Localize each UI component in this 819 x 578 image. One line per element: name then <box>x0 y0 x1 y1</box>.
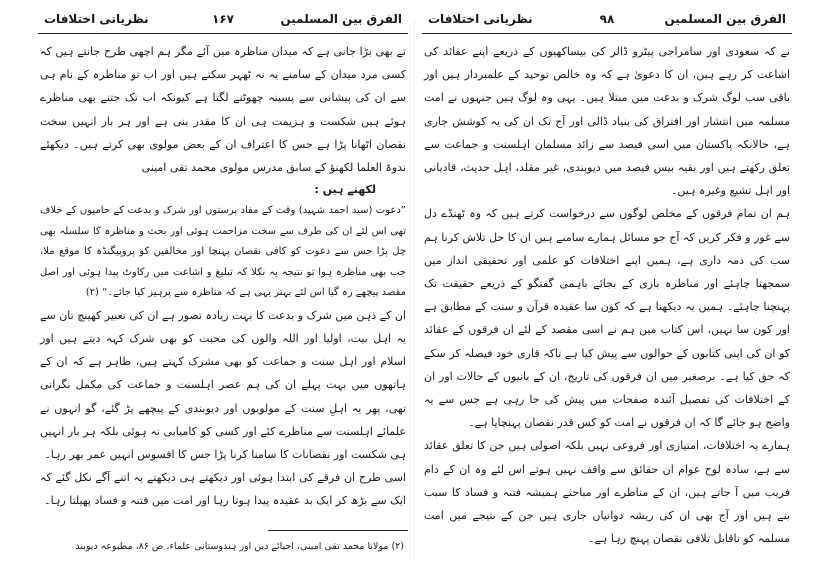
paragraph: ان کے ذہن میں شرک و بدعت کا بہت زیادہ تصور ہے ان کی تعبیر کھینچ تان سے یہ اہل بیت، اولیا اور اللہ والوں کی محبت کو بھی شرک کہہ دیتے ہیں اور اسلام اور اہل سنت و جماعت کو بھی مشرک کہتے ہیں، ظاہر ہے کہ ان کے ہاتھوں میں بہت پہلے ان کی ہم عصر اہلسنت و جماعت کی مکمل نگرانی تھی، پھر یہ اہلِ سنت کے مولویوں اور دیوبندی کے پیچھے پڑ گئے، گو انہوں نے علمائے اہلسنت سے مناظرے کئے اور کسی کو کامیابی نہ ہوئی بلکہ ہر بار انہیں ہی شکست اور نقصانات کا سامنا کرنا پڑا جس کا افسوس انہیں عمر بھر رہا۔ <box>40 308 406 461</box>
page-number: ۱۶۷ <box>212 12 234 26</box>
paragraph: ہم ان تمام فرقوں کے مخلص لوگوں سے درخواست کرتے ہیں کہ وہ ٹھنڈے دل سے غور و فکر کریں کہ آج جو مسائل ہمارے سامنے ہیں ان کا حل تلاش کرنا ہم سب کی ذمہ داری ہے، ہمیں اپنے اختلافات کو علمی اور تحقیقی انداز میں سمجھنا چاہئے اور مناظرہ بازی کے بجائے باہمی گفتگو کے ذریعے حقیقت تک پہنچنا چاہئے۔ ہمیں یہ دیکھنا ہے کہ کون سا عقیدہ قرآن و سنت کے مطابق ہے اور کون سا نہیں، اس کتاب میں ہم نے اسی مقصد کے لئے ان فرقوں کے عقائد کو ان کی اپنی کتابوں کے حوالوں سے پیش کیا ہے تاکہ قاری خود فیصلہ کر سکے کہ حق کیا ہے۔ برصغیر میں ان فرقوں کی تاریخ، ان کے بانیوں کے حالات اور ان کے اختلافات کی تفصیل آئندہ صفحات میں پیش کی جا رہی ہے جس سے یہ واضح ہو جائے گا کہ ان فرقوں نے امت کو کس قدر نقصان پہنچایا ہے۔ <box>424 207 790 430</box>
book-gutter <box>414 20 415 560</box>
header-rule <box>422 33 792 34</box>
right-page <box>422 0 792 578</box>
page-number: ۹۸ <box>599 12 615 26</box>
paragraph: ہمارے یہ اختلافات، امتیازی اور فروعی نہیں بلکہ اصولی ہیں جن کا تعلق عقائد سے ہے، سادہ لوح عوام ان حقائق سے واقف نہیں ہوتے اس لئے وہ ان کے دام فریب میں آ جاتے ہیں، ان کے مناظرے اور مباحثے ہمیشہ فتنہ و فساد کا سبب بنے ہیں اور آج بھی ان کی ریشہ دوانیاں جاری ہیں جن کے نتیجے میں امت مسلمہ کو ناقابل تلافی نقصان پہنچ رہا ہے۔ <box>424 439 790 546</box>
paragraph: تے بھی بڑا جانی ہے کہ میدان مناظرہ میں آئے مگر ہم اچھی طرح جانتے ہیں کہ کسی مرد میدان کے سامنے یہ نہ ٹھہر سکتے ہیں اور اب تو مناظرہ کے نام ہی سے ان کی پیشانی سے پسینہ چھوٹنے لگتا ہے کیونکہ اب تک جتنے بھی مناظرے ہوئے ہیں شکست و ہزیمت ہی ان کا مقدر بنی ہے اور ہر بار انہیں سخت نقصان اٹھانا پڑا ہے جس کا اعتراف ان کے بعض مولوی بھی کرتے ہیں۔ دیکھئے ندوۃ العلما لکھنؤ کے سابق مدرس مولوی محمد تقی امینی <box>40 45 406 175</box>
quote-intro: لکھتے ہیں : <box>314 183 376 197</box>
block-quote: ”دعوت (سید احمد شہید) وقت کے مفاد پرستوں اور شرک و بدعت کے حامیوں کے خلاف تھی اس لئے ان کی طرف سے سخت مزاحمت ہوئی اور بحث و مناظرہ کا سلسلہ بھی چل پڑا جس سے دعوت کو کافی نقصان پہنچا اور مخالفین کو پروپیگنڈہ کا موقع ملا، جب بھی مناظرہ ہوا تو نتیجہ یہ نکلا کہ تبلیغ و اشاعت میں رکاوٹ پیدا ہوئی اور اصل مقصد پیچھے رہ گیا اس لئے بہتر یہی ہے کہ مناظرہ سے پرہیز کیا جائے۔“ (۲) <box>40 205 406 299</box>
footnote-rule <box>268 530 408 531</box>
chapter-title: نظریاتی اختلافات <box>428 12 533 26</box>
page-header <box>38 10 408 34</box>
header-rule <box>38 33 408 34</box>
running-title: الفرق بین المسلمین <box>664 12 786 26</box>
left-page <box>38 0 408 578</box>
paragraph: نے کہ سعودی اور سامراجی پیٹرو ڈالر کی بیساکھیوں کے ذریعے اپنے عقائد کی اشاعت کر رہے ہیں، ان کا دعویٰ ہے کہ وہ خالص توحید کے علمبردار ہیں اور باقی سب لوگ شرک و بدعت میں مبتلا ہیں۔ یہی وہ لوگ ہیں جنہوں نے امت مسلمہ میں انتشار اور افتراق کی بنیاد ڈالی اور آج تک ان کی یہ کوشش جاری ہے، حالانکہ پاکستان میں اسی فیصد سے زائد مسلمان اہلسنت و جماعت سے تعلق رکھتے ہیں اور بقیہ بیس فیصد میں دیوبندی، غیر مقلد، اہل حدیث، قادیانی اور اہل تشیع وغیرہ ہیں۔ <box>424 45 790 198</box>
paragraph: اسی طرح ان فرقے کی ابتدا ہوئی اور دیکھتے ہی دیکھتے یہ اتنے آگے نکل گئے کہ ایک سے بڑھ کر ایک بد عقیدہ پیدا ہوتا رہا اور امت میں فتنہ و فساد پھیلتا رہا۔ <box>40 471 406 508</box>
page-body <box>40 40 406 513</box>
chapter-title: نظریاتی اختلافات <box>44 12 149 26</box>
page-header <box>422 10 792 34</box>
footnote: (۲) مولانا محمد تقی امینی، احیائے دین اور ہندوستانی علماء، ص ۸۶، مطبوعہ دیوبند <box>75 541 404 552</box>
running-title: الفرق بین المسلمین <box>280 12 402 26</box>
page-body <box>424 40 790 550</box>
